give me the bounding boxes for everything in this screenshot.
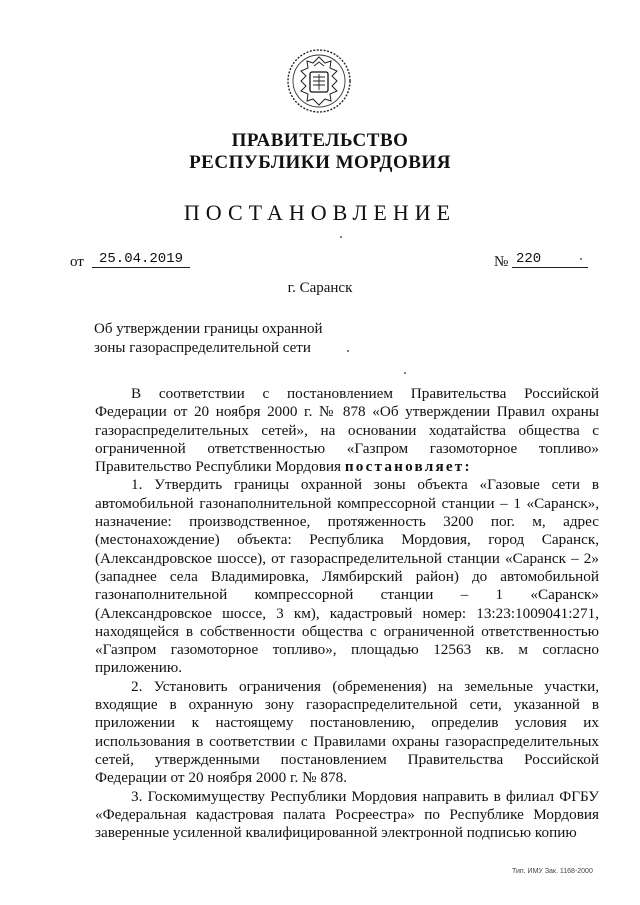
print-mark: Тип. ИМУ Зак. 1168-2000	[512, 868, 593, 875]
preamble-text: В соответствии с постановлением Правительства Российской Федерации от 20 ноября 2000 г. № 878 «Об утверждении Правил охраны газораспределительных сетей», на основании ходатайства общества с ограниченной ответственностью «Газпром газомоторное топливо» Правительство Республики Мордовия	[95, 385, 599, 476]
document-body	[95, 385, 599, 842]
government-title-line1: ПРАВИТЕЛЬСТВО	[231, 130, 409, 151]
document-subject	[94, 320, 323, 358]
preamble-paragraph	[95, 385, 599, 476]
scan-speck	[347, 350, 349, 352]
government-title-line2: РЕСПУБЛИКИ МОРДОВИЯ	[189, 152, 451, 173]
document-type-title: ПОСТАНОВЛЕНИЕ	[183, 200, 457, 225]
scan-speck	[580, 258, 582, 260]
number-label: №	[494, 254, 509, 270]
scan-speck	[340, 236, 342, 238]
document-number: 220	[512, 251, 588, 268]
paragraph-item-1: 1. Утвердить границы охранной зоны объекта «Газовые сети в автомобильной газонаполнительной компрессорной станции – 1 «Саранск», назначение: производственное, протяженность 3200 пог. м, адрес (местонахождение) объекта: Республика Мордовия, город Саранск, (Александровское шоссе), от газораспределительной станции «Саранск – 2» (западнее села Владимировка, Лямбирский район) до автомобильной газонаполнительной компрессорной станции – 1 «Саранск» (Александровское шоссе, 3 км), кадастровый номер: 13:23:1009041:271, находящейся в собственности общества с ограниченной ответственностью «Газпром газомоторное топливо», площадью 12563 кв. м согласно приложению.	[95, 476, 599, 677]
paragraph-item-2: 2. Установить ограничения (обременения) на земельные участки, входящие в охранную зону газораспределительной сети, указанной в приложении к настоящему постановлению, определив условия их использования в соответствии с Правилами охраны газораспределительных сетей, утвержденными постановлением Правительства Российской Федерации от 20 ноября 2000 г. № 878.	[95, 677, 599, 787]
document-date: 25.04.2019	[92, 251, 190, 268]
paragraph-item-3: 3. Госкомимуществу Республики Мордовия направить в филиал ФГБУ «Федеральная кадастровая палата Росреестра» по Республике Мордовия заверенные усиленной квалифицированной электронной подписью копию	[95, 787, 599, 842]
decree-word: постановляет:	[344, 458, 472, 476]
scan-speck	[404, 372, 406, 374]
subject-line1: Об утверждении границы охранной	[94, 321, 323, 337]
subject-line2: зоны газораспределительной сети	[94, 340, 311, 356]
date-label: от	[70, 254, 84, 270]
city-line: г. Саранск	[287, 280, 353, 296]
coat-of-arms-icon	[286, 48, 352, 114]
